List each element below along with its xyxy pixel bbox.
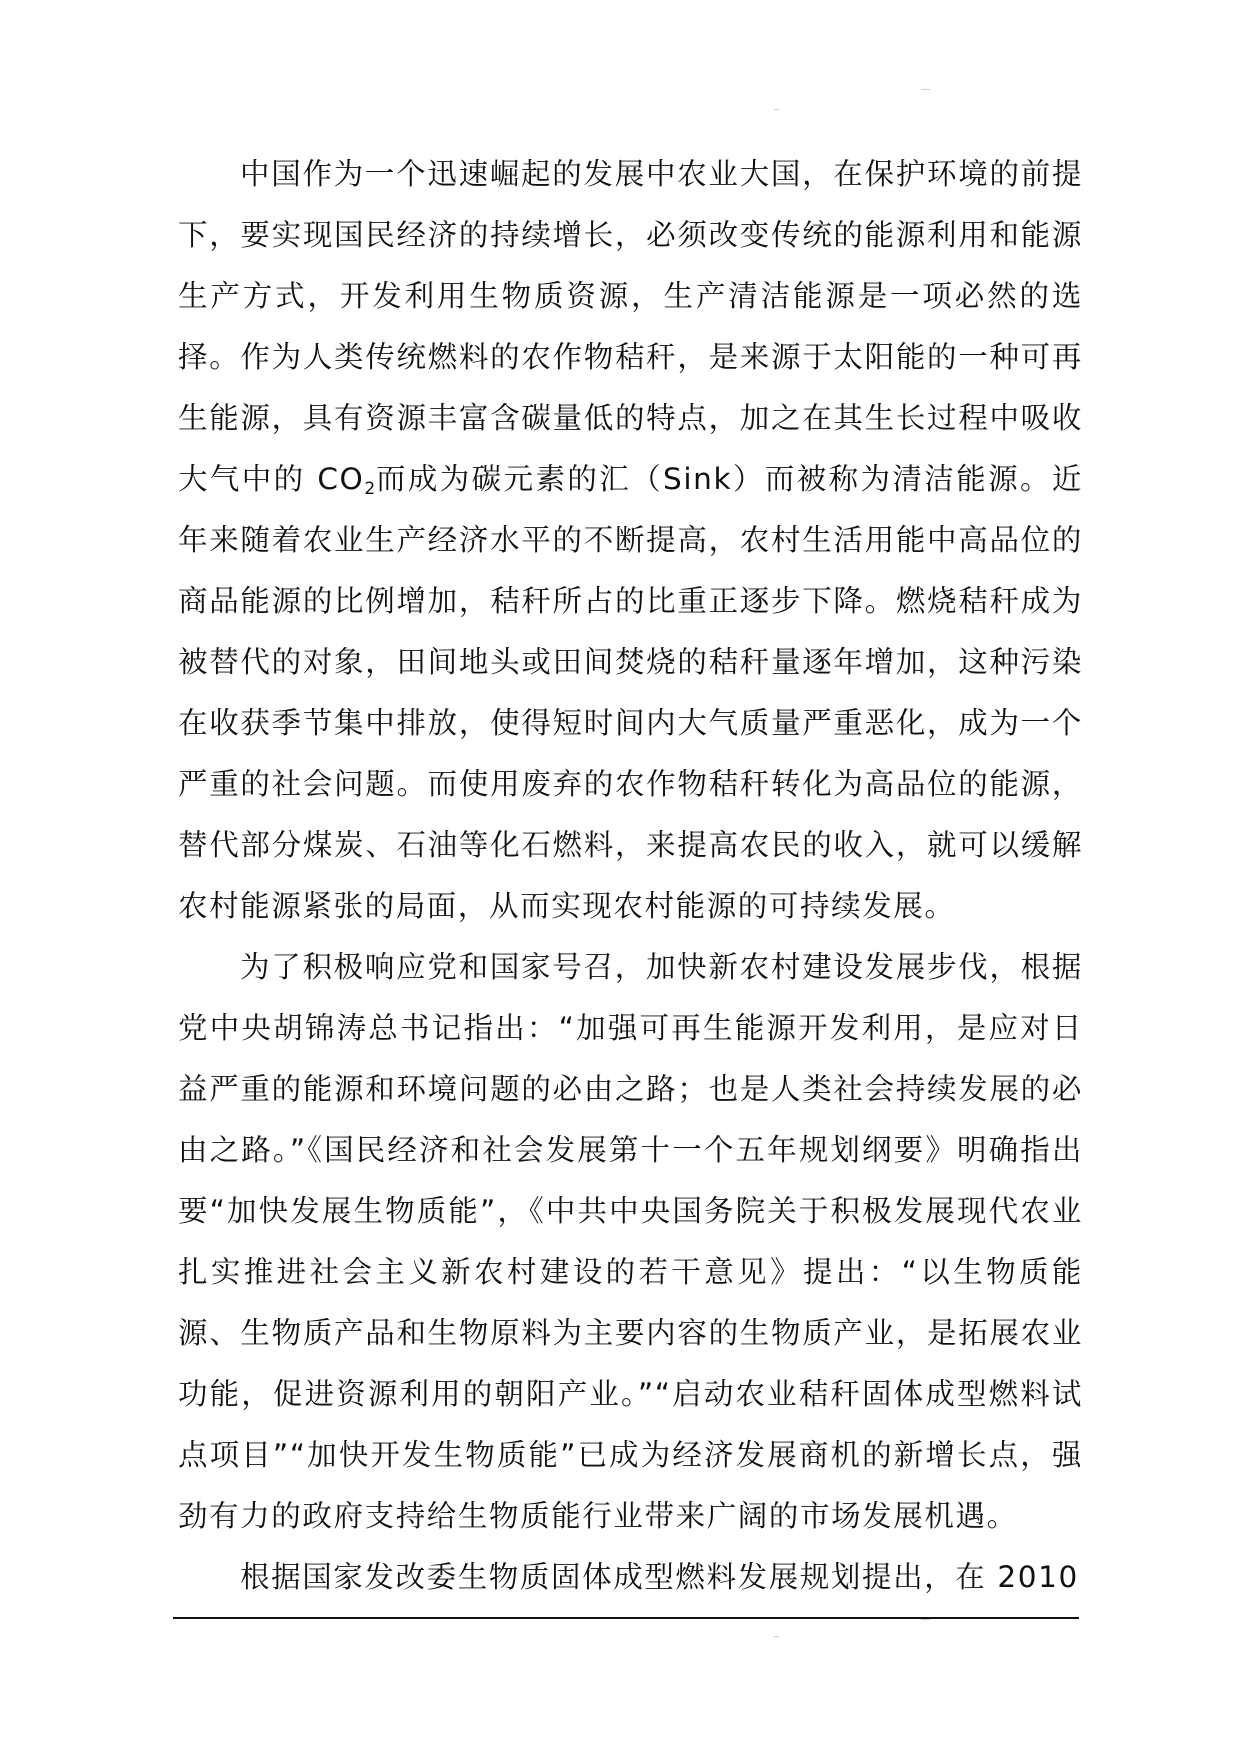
co2-subscript: 2 (364, 479, 376, 499)
paragraph-3: 根据国家发改委生物质固体成型燃料发展规划提出，在 2010 (240, 1560, 1079, 1594)
scan-speck (774, 1636, 779, 1637)
scan-speck (774, 109, 779, 110)
footer-rule (173, 1617, 1079, 1619)
scan-speck (921, 89, 930, 90)
scan-speck (921, 1619, 930, 1620)
paragraph-2: 为了积极响应党和国家号召，加快新农村建设发展步伐，根据党中央胡锦涛总书记指出：“加强可再生能源开发利用，是应对日益严重的能源和环境问题的必由之路；也是人类社会持续发展的必由之路。”《国民经济和社会发展第十一个五年规划纲要》明确指出要“加快发展生物质能”，《中共中央国务院关于积极发展现代农业扎实推进社会主义新农村建设的若干意见》提出：“以生物质能源、生物质产品和生物原料为主要内容的生物质产业，是拓展农业功能，促进资源利用的朝阳产业。”“启动农业秸秆固体成型燃料试点项目”“加快开发生物质能”已成为经济发展商机的新增长点，强劲有力的政府支持给生物质能行业带来广阔的市场发展机遇。 (178, 950, 1083, 1533)
paragraph-1 (178, 144, 1083, 937)
paragraph-1-text-a: 中国作为一个迅速崛起的发展中农业大国，在保护环境的前提下，要实现国民经济的持续增长，必须改变传统的能源利用和能源生产方式，开发利用生物质资源，生产清洁能源是一项必然的选择。作为人类传统燃料的农作物秸秆，是来源于太阳能的一种可再生能源，具有资源丰富含碳量低的特点，加之在其生长过程中吸收大气中的 CO (178, 157, 1083, 496)
paragraph-1-text-b: 而成为碳元素的汇（Sink）而被称为清洁能源。近年来随着农业生产经济水平的不断提高，农村生活用能中高品位的商品能源的比例增加，秸秆所占的比重正逐步下降。燃烧秸秆成为被替代的对象，田间地头或田间焚烧的秸秆量逐年增加，这种污染在收获季节集中排放，使得短时间内大气质量严重恶化，成为一个严重的社会问题。而使用废弃的农作物秸秆转化为高品位的能源，替代部分煤炭、石油等化石燃料，来提高农民的收入，就可以缓解农村能源紧张的局面，从而实现农村能源的可持续发展。 (178, 462, 1083, 923)
document-body (178, 144, 1083, 1608)
